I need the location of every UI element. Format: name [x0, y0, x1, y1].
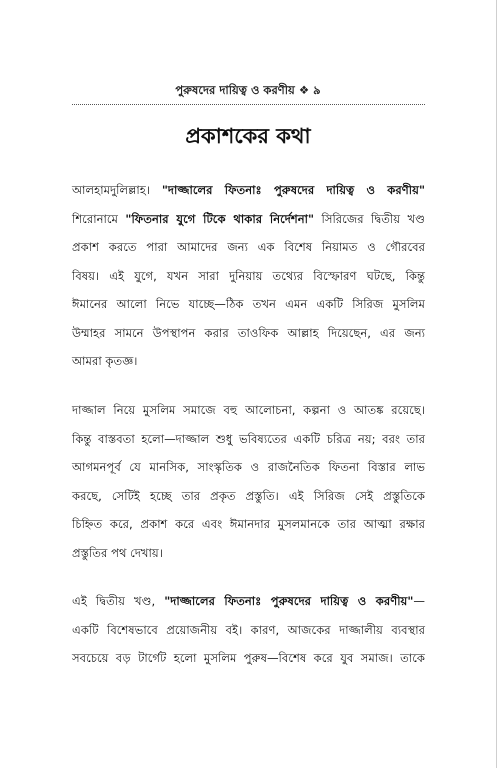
- text-line: আমরা কৃতজ্ঞ।: [72, 354, 138, 368]
- text-line: উম্মাহর সামনে উপস্থাপন করার তাওফিক আল্লাহ দিয়েছেন, এর জন্য: [72, 325, 425, 340]
- text-line: ঈমানের আলো নিভে যাচ্ছে—ঠিক তখন এমন একটি সিরিজ মুসলিম: [72, 297, 425, 311]
- text-line: একটি বিশেষভাবে প্রয়োজনীয় বই। কারণ, আজকের দাজ্জালীয় ব্যবস্থার: [72, 622, 425, 637]
- text-line: চিহ্নিত করে, প্রকাশ করে এবং ঈমানদার মুসলমানকে তার আত্মা রক্ষার: [72, 517, 425, 531]
- text-line: করছে, সেটিই হচ্ছে তার প্রকৃত প্রস্তুতি। এই সিরিজ সেই প্রস্তুতিকে: [72, 488, 425, 503]
- series-title-bold: "ফিতনার যুগে টিকে থাকার নির্দেশনা": [125, 211, 315, 226]
- text-line: আগমনপূর্ব যে মানসিক, সাংস্কৃতিক ও রাজনৈতিক ফিতনা বিস্তার লাভ: [72, 460, 425, 474]
- text-line: শিরোনামে "ফিতনার যুগে টিকে থাকার নির্দেশনা" সিরিজের দ্বিতীয় খণ্ড: [72, 211, 426, 226]
- text-line: দাজ্জাল নিয়ে মুসলিম সমাজে বহু আলোচনা, কল্পনা ও আতঙ্ক রয়েছে।: [72, 403, 425, 417]
- text-line: কিন্তু বাস্তবতা হলো—দাজ্জাল শুধু ভবিষ্যতের একটি চরিত্র নয়; বরং তার: [72, 431, 425, 446]
- text-line: এই দ্বিতীয় খণ্ড, "দাজ্জালের ফিতনাঃ পুরুষদের দায়িত্ব ও করণীয়"—: [72, 594, 425, 608]
- book-title-bold: "দাজ্জালের ফিতনাঃ পুরুষদের দায়িত্ব ও করণীয়": [164, 594, 414, 608]
- text-line: প্রস্তুতির পথ দেখায়।: [72, 545, 163, 560]
- paragraph-1: [72, 176, 425, 376]
- text-line: সবচেয়ে বড় টার্গেট হলো মুসলিম পুরুষ—বিশেষ করে যুব সমাজ। তাকে: [72, 651, 425, 665]
- text-line: আলহামদুলিল্লাহ। "দাজ্জালের ফিতনাঃ পুরুষদের দায়িত্ব ও করণীয়": [72, 183, 425, 197]
- header-divider: [72, 104, 425, 105]
- book-title-bold: "দাজ্জালের ফিতনাঃ পুরুষদের দায়িত্ব ও করণীয়": [161, 183, 425, 197]
- running-header: পুরুষদের দায়িত্ব ও করণীয় ❖ ৯: [175, 83, 321, 97]
- paragraph-2: [72, 396, 425, 567]
- text-line: বিষয়। এই যুগে, যখন সারা দুনিয়ায় তথ্যের বিস্ফোরণ ঘটছে, কিন্তু: [72, 268, 425, 283]
- paragraph-3: [72, 587, 425, 673]
- text-line: প্রকাশ করতে পারা আমাদের জন্য এক বিশেষ নিয়ামত ও গৌরবের: [72, 240, 425, 254]
- page-title: প্রকাশকের কথা: [185, 124, 311, 148]
